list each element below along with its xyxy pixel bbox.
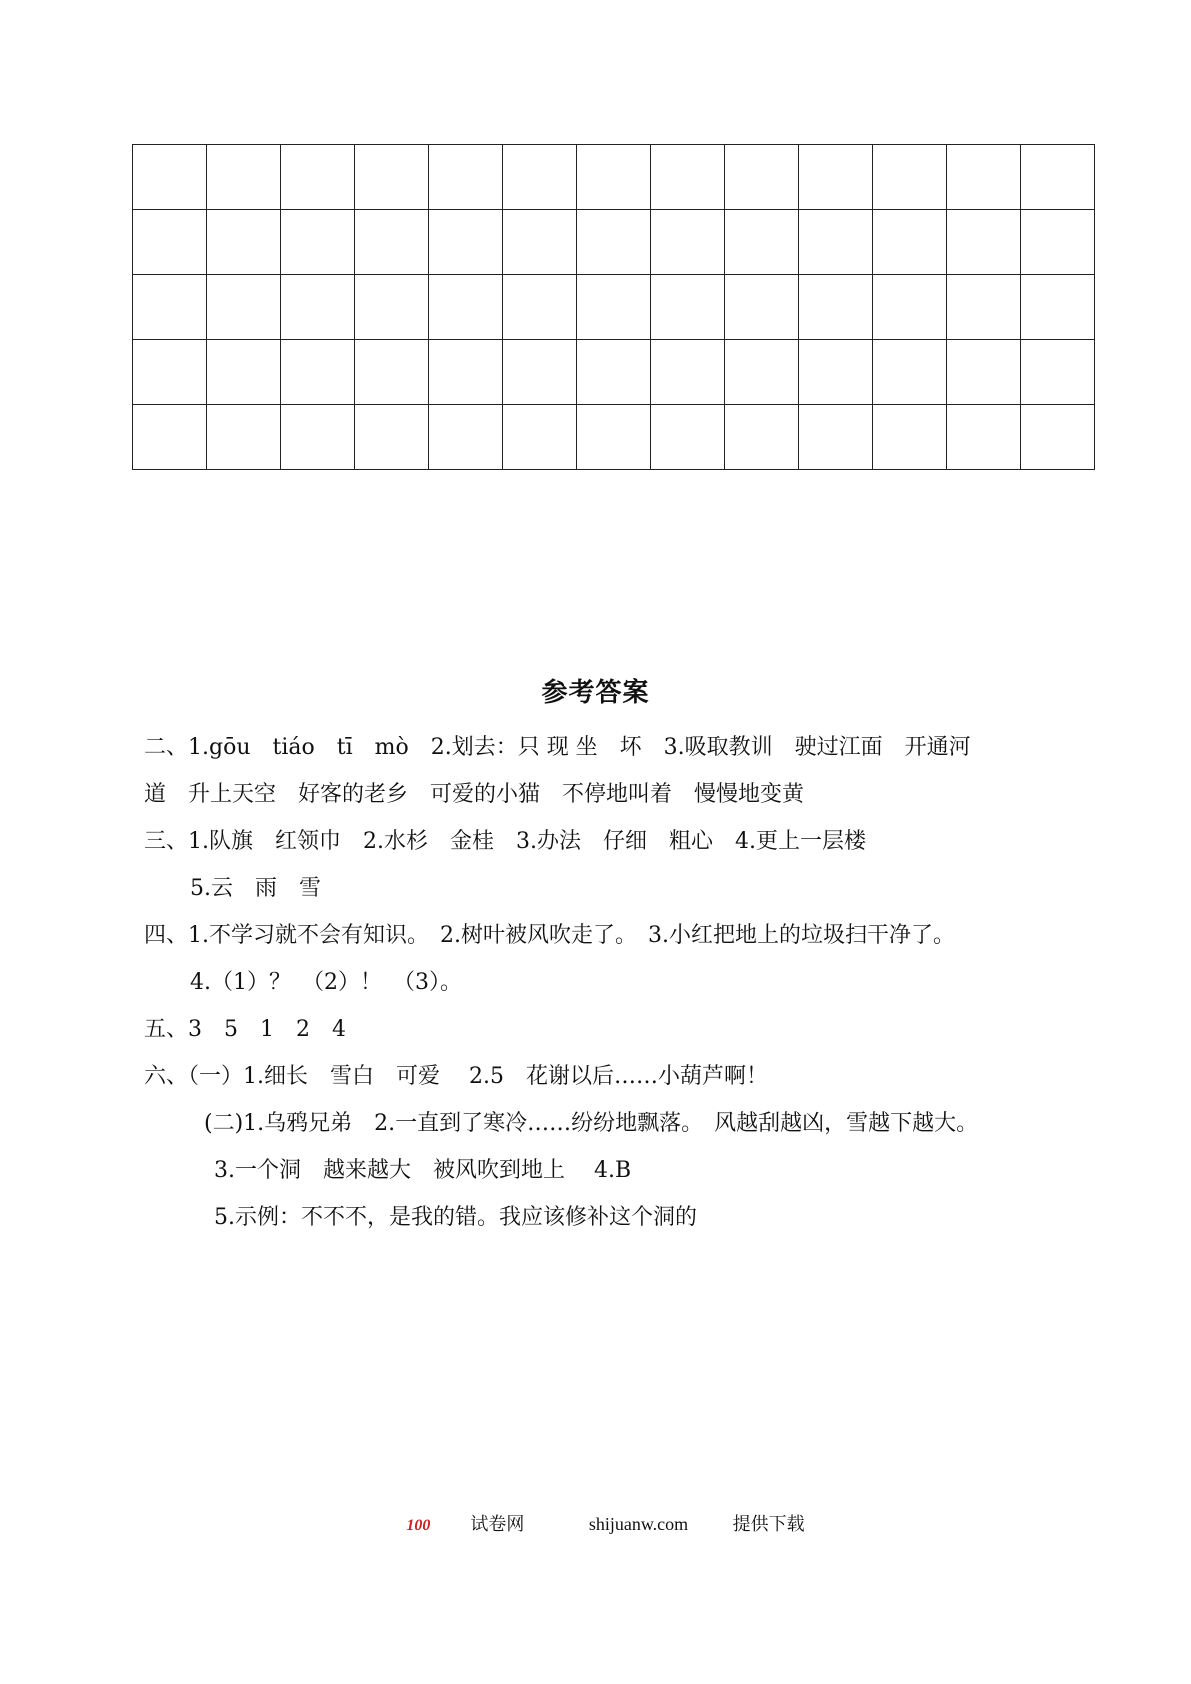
grid-cell <box>281 210 355 275</box>
grid-cell <box>281 405 355 470</box>
grid-cell <box>947 275 1021 340</box>
grid-cell <box>725 210 799 275</box>
grid-cell <box>873 145 947 210</box>
grid-cell <box>355 340 429 405</box>
grid-cell <box>725 405 799 470</box>
grid-cell <box>725 275 799 340</box>
logo-number: 100 <box>406 1517 431 1534</box>
grid-cell <box>355 275 429 340</box>
grid-cell <box>503 340 577 405</box>
grid-cell <box>873 340 947 405</box>
grid-cell <box>503 405 577 470</box>
site-url[interactable]: shijuanw.com <box>588 1514 689 1534</box>
grid-cell <box>503 210 577 275</box>
answer-line-4-a: 四、1.不学习就不会有知识。 2.树叶被风吹走了。 3.小红把地上的垃圾扫干净了。 <box>144 923 955 948</box>
grid-cell <box>873 275 947 340</box>
grid-cell <box>133 405 207 470</box>
grid-cell <box>133 340 207 405</box>
grid-cell <box>429 340 503 405</box>
grid-cell <box>207 210 281 275</box>
grid-cell <box>577 145 651 210</box>
grid-cell <box>133 210 207 275</box>
grid-cell <box>577 275 651 340</box>
answer-line-6-d: 5.示例：不不不，是我的错。我应该修补这个洞的 <box>214 1205 697 1230</box>
grid-cell <box>207 275 281 340</box>
answer-line-2-a: 二、1.gōu tiáo tī mò 2.划去：只 现 坐 坏 3.吸取教训 驶过江面 开通河 <box>144 735 971 760</box>
grid-cell <box>873 405 947 470</box>
grid-cell <box>799 405 873 470</box>
grid-cell <box>503 275 577 340</box>
grid-row <box>133 145 1095 210</box>
grid-cell <box>503 145 577 210</box>
grid-cell <box>429 210 503 275</box>
grid-cell <box>1021 405 1095 470</box>
grid-cell <box>281 145 355 210</box>
grid-cell <box>577 340 651 405</box>
grid-cell <box>651 275 725 340</box>
grid-cell <box>799 275 873 340</box>
grid-cell <box>1021 340 1095 405</box>
answer-line-2-b: 道 升上天空 好客的老乡 可爱的小猫 不停地叫着 慢慢地变黄 <box>144 782 805 807</box>
grid-row <box>133 340 1095 405</box>
grid-cell <box>281 275 355 340</box>
grid-cell <box>355 145 429 210</box>
grid-cell <box>725 340 799 405</box>
grid-cell <box>799 145 873 210</box>
grid-cell <box>947 210 1021 275</box>
grid-cell <box>799 340 873 405</box>
answer-line-6-b: (二)1.乌鸦兄弟 2.一直到了寒冷……纷纷地飘落。 风越刮越凶，雪越下越大。 <box>204 1111 979 1136</box>
grid-cell <box>651 210 725 275</box>
answer-title: 参考答案 <box>541 678 650 708</box>
grid-cell <box>947 340 1021 405</box>
grid-cell <box>429 405 503 470</box>
grid-cell <box>799 210 873 275</box>
writing-grid <box>132 144 1095 470</box>
grid-cell <box>1021 210 1095 275</box>
download-note: 提供下载 <box>732 1514 805 1534</box>
grid-cell <box>355 210 429 275</box>
grid-cell <box>577 210 651 275</box>
logo-text: 试卷网 <box>470 1514 525 1534</box>
grid-cell <box>355 405 429 470</box>
grid-cell <box>1021 145 1095 210</box>
answer-line-5: 五、3 5 1 2 4 <box>144 1017 346 1042</box>
grid-cell <box>429 275 503 340</box>
grid-cell <box>281 340 355 405</box>
grid-row <box>133 405 1095 470</box>
grid-cell <box>947 405 1021 470</box>
grid-cell <box>207 145 281 210</box>
answer-line-3-b: 5.云 雨 雪 <box>190 876 321 901</box>
grid-cell <box>429 145 503 210</box>
grid-cell <box>133 145 207 210</box>
answer-line-6-c: 3.一个洞 越来越大 被风吹到地上 4.B <box>214 1158 632 1183</box>
grid-row <box>133 275 1095 340</box>
grid-cell <box>651 340 725 405</box>
grid-cell <box>651 145 725 210</box>
grid-cell <box>651 405 725 470</box>
site-logo <box>386 1514 544 1534</box>
answer-line-3-a: 三、1.队旗 红领巾 2.水杉 金桂 3.办法 仔细 粗心 4.更上一层楼 <box>144 829 866 854</box>
grid-cell <box>725 145 799 210</box>
grid-row <box>133 210 1095 275</box>
grid-cell <box>207 340 281 405</box>
answer-line-6-a: 六、（一）1.细长 雪白 可爱 2.5 花谢以后……小葫芦啊！ <box>144 1064 768 1089</box>
page-footer <box>0 1510 1191 1536</box>
answer-line-4-b: 4.（1）？ （2）！ （3）。 <box>190 970 462 995</box>
grid-cell <box>133 275 207 340</box>
grid-cell <box>873 210 947 275</box>
grid-cell <box>207 405 281 470</box>
grid-cell <box>577 405 651 470</box>
grid-cell <box>947 145 1021 210</box>
grid-cell <box>1021 275 1095 340</box>
